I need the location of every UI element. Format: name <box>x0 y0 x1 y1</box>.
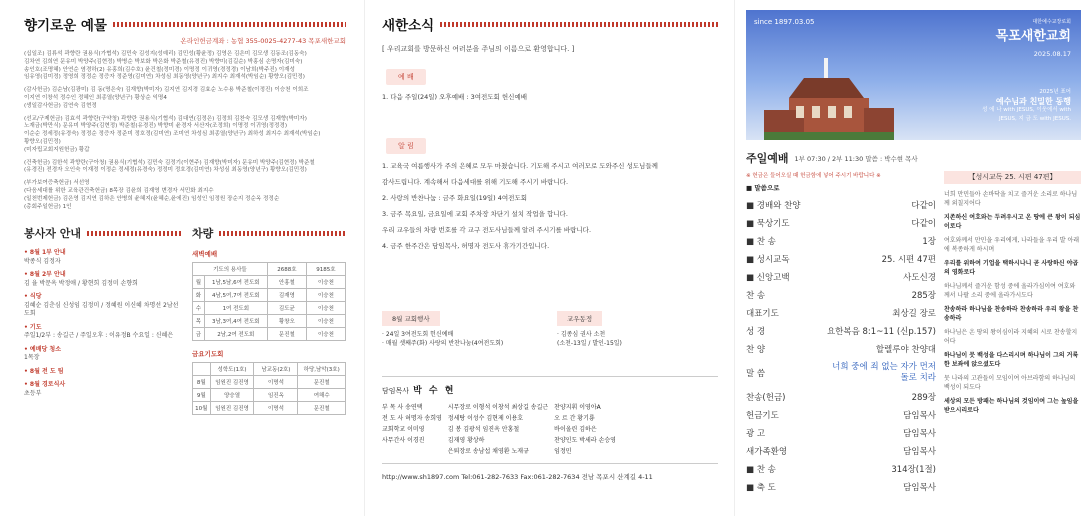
worship-order-name: ■ 성시교독 <box>746 255 790 265</box>
worship-order-value: 할렐루야 찬양대 <box>875 345 936 355</box>
worship-order-value: 다같이 <box>911 201 936 211</box>
table-header-cell <box>193 363 211 376</box>
table-row <box>193 402 346 415</box>
notice-list <box>382 158 718 254</box>
offering-line: (유경진) 전경자 오인숙 이재정 이정순 정세정(유경숙) 정정미 정호경(김미연) 차성심 최동영(양년구) 황향오(김민정) <box>24 167 307 174</box>
volunteer-item <box>24 368 182 377</box>
worship-order-name: 찬 송 <box>746 291 766 301</box>
status-list <box>557 330 718 348</box>
status-item: · 김종심 권사 소천 <box>557 331 606 338</box>
table-header-cell: 성학도(1호) <box>210 363 254 376</box>
volunteer-value: 박종식 김정자 <box>24 257 61 265</box>
staff-line: 김 봉 김광석 임진옥 안홍철 <box>447 426 520 433</box>
table-cell: 1여 전도회 <box>204 302 267 315</box>
table-header-row <box>193 263 346 276</box>
notice-item: 2. 사랑의 반찬나눔 : 금주 화요일(19일) 4여전도회 <box>382 194 528 202</box>
table-cell: 10월 <box>193 402 211 415</box>
event-list <box>382 330 543 348</box>
staff-line: 찬양지휘 이영아A <box>554 404 601 411</box>
worship-order-value: 담임목사 <box>903 483 936 493</box>
worship-order-name: 성 경 <box>746 327 766 337</box>
offering-line: (일천번제헌금) 김은영 김지연 김하은 안병희 윤혜지(윤혜순,윤에진) 임성인 임정원 장순지 정순옥 정정순 <box>24 195 280 202</box>
worship-order-row <box>746 478 936 496</box>
worship-order <box>746 196 936 496</box>
table-header-cell: 기도의 용사들 <box>193 263 268 276</box>
table-cell: 임진옥 <box>254 389 298 402</box>
notice-item: 우리 교우들의 차량 번호를 각 교구 전도사님들께 알려 주시기를 바랍니다. <box>382 226 592 234</box>
offering-line: (건축헌금) 김한석 곽향란(구아청) 권용식(기협석) 김민숙 김정기(이현주) 김재향(박미자) 문유미 박양주(김현정) 박준철 <box>24 159 315 166</box>
offering-account: 온라인헌금계좌 : 농협 355-0025-4277-43 목포새한교회 <box>180 37 346 45</box>
worship-news-item: 1. 다음 주일(24일) 오후예배 : 3여전도회 헌신예배 <box>382 93 528 101</box>
staff-line: 부 목 사 송연택 <box>382 404 423 411</box>
volunteer-value: 1목장 <box>24 354 40 362</box>
bulletin-date: 2025.08.17 <box>1033 50 1071 58</box>
offering-line: (다음세대를 위한 교육관건축헌금) 8목장 김윤희 김재영 변경자 서민화 최지수 <box>24 187 214 194</box>
since-label: since 1897.03.05 <box>754 18 815 26</box>
volunteer-value: 주일1/2부 : 송길근 / 주일오후 : 이유정B 수요일 : 신혜은 <box>24 332 174 340</box>
offering-line: (부가보여증축헌금) 서선영 <box>24 180 90 187</box>
notice-item: 4. 금주 한주간은 담임목사, 허명자 전도사 휴가기간입니다. <box>382 242 550 250</box>
table-cell: 수 <box>193 302 205 315</box>
panel-news <box>368 0 730 516</box>
staff-col-1 <box>382 402 442 457</box>
table-cell: 안홍철 <box>267 276 306 289</box>
worship-order-row <box>746 388 936 406</box>
offering-line: 노재금(박만식) 문유미 박양주(김현정) 박준철(유경진) 박향미 윤경자 서산자(조정희) 이명정 이귀영(정정경) <box>24 123 287 130</box>
vehicle-friday-caption: 금요기도회 <box>192 350 224 359</box>
offering-line: 이순순 정세정(유경숙) 정정순 정증자 정준미 정호정(김미연) 조미연 차성심 최종열(양년구) 최하성 최지수 최재석(박임순) <box>24 131 321 138</box>
notice-item: 1. 교육국 여름행사가 주의 은혜로 모두 마쳤습니다. 기도해 주시고 여러모로 도와주신 성도님들께 <box>382 162 658 170</box>
table-cell: 임원진 김진영 <box>210 376 254 389</box>
worship-title: 주일예배 1부 07:30 / 2부 11:30 말씀 : 박수현 목사 <box>746 152 918 165</box>
table-cell: 김도균 <box>267 302 306 315</box>
table-header-cell: 2688호 <box>267 263 306 276</box>
volunteer-key: • 예배당 청소 <box>24 345 61 353</box>
table-cell: 2남,2여 전도회 <box>204 328 267 341</box>
volunteer-key: • 8월 1부 안내 <box>24 249 66 257</box>
volunteer-item <box>24 381 182 398</box>
notice-item: 감사드립니다. 계속해서 다음세대를 위해 기도해 주시기 바랍니다. <box>382 178 569 186</box>
worship-order-name: ■ 경배와 찬양 <box>746 201 801 211</box>
table-cell: 이승천 <box>306 302 345 315</box>
reading-verse: 하나님이 뭇 백성을 다스리시며 하나님이 그의 거룩한 보좌에 앉으셨도다 <box>944 352 1079 368</box>
worship-order-row <box>746 214 936 232</box>
worship-lead: ■ 말씀으로 <box>746 184 780 192</box>
worship-order-row <box>746 358 936 388</box>
table-cell: 이명석 <box>254 402 298 415</box>
table-cell: 금 <box>193 328 205 341</box>
worship-pill: 예 배 <box>386 69 426 85</box>
offering-line: (미자립교회지원헌금) 황갑 <box>24 146 90 153</box>
offering-line: 송인호(조명혜) 안연순 염경하(2) 유홍희(김수호) 윤건철(정미경) 이명정 이귀영(경정경) 이남희(박주진) 이재성 <box>24 66 295 73</box>
status-pill: 교우동정 <box>557 311 602 326</box>
worship-order-value: 285장 <box>911 291 936 301</box>
friday-vehicle-table <box>192 362 346 415</box>
reading-verse: 우리를 위하여 기업을 택하시나니 곧 사랑하신 야곱의 영화로다 <box>944 260 1079 276</box>
worship-order-value: 너희 중에 죄 없는 자가 먼저 돌로 치라 <box>832 362 936 383</box>
volunteer-item <box>24 293 182 319</box>
worship-order-value: 최상길 장로 <box>892 309 936 319</box>
notice-item: 3. 금주 목요일, 금요일에 교회 주차장 차단기 설치 작업을 합니다. <box>382 210 568 218</box>
worship-order-value: 289장 <box>911 393 936 403</box>
volunteer-item <box>24 271 182 288</box>
table-cell: 화 <box>193 289 205 302</box>
offering-line: 이지연 이창석 정수인 정혜인 최종열(양년구) 황상순 익명4 <box>24 94 167 101</box>
staff-line: 바이올린 김하은 <box>554 426 597 433</box>
worship-order-name: 헌금기도 <box>746 411 779 421</box>
church-name: 대한예수교장로회 목포새한교회 <box>995 19 1071 44</box>
staff-line: 전 도 사 허명자 송희영 <box>382 415 442 422</box>
table-header-cell: 하당,남악(3호) <box>298 363 346 376</box>
worship-order-row <box>746 286 936 304</box>
table-cell: 임원진 김진영 <box>210 402 254 415</box>
worship-order-value: 담임목사 <box>903 411 936 421</box>
worship-order-value: 사도신경 <box>903 273 936 283</box>
worship-order-row <box>746 442 936 460</box>
worship-order-name: 대표기도 <box>746 309 779 319</box>
table-header-cell: 남교동(2호) <box>254 363 298 376</box>
reading-verse: 찬송하라 하나님을 찬송하라 찬송하라 우리 왕을 찬송하라 <box>944 306 1079 322</box>
panel-offering <box>0 0 360 516</box>
table-cell: 이승천 <box>306 328 345 341</box>
footer-contact: http://www.sh1897.com Tel:061-282-7633 Fax:061-282-7634 전남 목포시 산계길 4-11 <box>382 473 653 481</box>
offering-line: (선교/구제헌금) 김효석 곽향란(구약청) 곽향란 권용식(기협석) 김대연(김정은) 김정희 김찬숙 김모생 김재향(박미자) <box>24 115 307 122</box>
offering-line: 김차연 김희연 문유미 박양주(김현정) 박병순 박보화 박은화 박준철(유경진) 박향미(김길순) 박홍심 손명자(김미숙) <box>24 58 303 65</box>
cover-theme: 2025년 표어 예수님과 친밀한 동행 성 에 나 with JESUS, 이웃에서 with JESUS, 지 금 도 with JESUS. <box>982 89 1071 122</box>
staff-line: 임정민 <box>554 448 572 455</box>
table-cell: 목 <box>193 315 205 328</box>
worship-order-name: ■ 신앙고백 <box>746 273 790 283</box>
worship-order-name: 찬 양 <box>746 345 766 355</box>
volunteer-key: • 식당 <box>24 293 42 301</box>
worship-order-row <box>746 268 936 286</box>
volunteer-item <box>24 346 182 363</box>
vehicle-title: 차량 <box>192 225 346 241</box>
staff-line: 정세탕 이성수 김현제 이용호 <box>447 415 524 422</box>
staff-line: 찬양인도 박세라 손승영 <box>554 437 616 444</box>
table-cell: 4남,5여,7여 전도회 <box>204 289 267 302</box>
table-header-row <box>193 363 346 376</box>
table-cell: 이명석 <box>254 376 298 389</box>
worship-order-name: ■ 축 도 <box>746 483 776 493</box>
table-cell: 월 <box>193 276 205 289</box>
volunteer-key: • 8월 경로식사 <box>24 381 66 389</box>
worship-order-value: 314장(1절) <box>891 465 936 475</box>
offering-line: 황향오(김민정) <box>24 138 61 145</box>
staff-line: 오 르 간 황기룡 <box>554 415 595 422</box>
reading-verse: 하나님께서 즐거운 함성 중에 올라가심이여 여호와께서 나팔 소리 중에 올라가시도다 <box>944 283 1076 299</box>
table-row <box>193 276 346 289</box>
worship-news-list <box>382 89 718 105</box>
staff-line: 은퇴장로 송남섭 채영환 노재규 <box>447 448 529 455</box>
worship-order-name: 새가족환영 <box>746 447 788 457</box>
volunteer-value: 김혜순 김춘심 신성임 김정미 / 정혜원 이신혜 차명선 2남선도회 <box>24 301 179 318</box>
worship-order-name: ■ 찬 송 <box>746 465 776 475</box>
table-row <box>193 302 346 315</box>
table-cell: 문진철 <box>298 376 346 389</box>
worship-order-row <box>746 340 936 358</box>
reading-verse: 너희 만민들아 손바닥을 치고 즐거운 소리로 하나님께 외칠지어다 <box>944 191 1078 207</box>
table-cell: 이승천 <box>306 276 345 289</box>
table-cell: 1남,5남,6여 전도회 <box>204 276 267 289</box>
reading-verse: 지존하신 여호와는 두려우시고 온 땅에 큰 왕이 되심이로다 <box>944 214 1081 230</box>
worship-order-row <box>746 250 936 268</box>
worship-order-name: 찬송(헌금) <box>746 393 786 403</box>
reading-verse: 여호와께서 만민을 우리에게, 나라들을 우리 발 아래에 복종하게 하시며 <box>944 237 1080 253</box>
worship-order-row <box>746 196 936 214</box>
worship-order-row <box>746 232 936 250</box>
worship-order-row <box>746 460 936 478</box>
staff-col-2 <box>448 402 548 457</box>
staff-col-3 <box>554 402 616 457</box>
worship-order-value: 다같이 <box>911 219 936 229</box>
staff-line: 시무장로 이형석 이창석 최상길 송길근 <box>447 404 549 411</box>
cover-image <box>746 10 1081 140</box>
offering-line: 임유영(김미정) 정영희 정정순 정증자 정준영(김미연) 차성심 최동영(양년구) 최지수 최재석(박임순) 황향오(김민정) <box>24 74 305 81</box>
table-header-cell: 9185호 <box>306 263 345 276</box>
worship-order-row <box>746 406 936 424</box>
offering-line: (십일조) 김류석 곽향란 권용식(가협석) 김민숙 김성지(성예리) 김민성(황윤정) 김영은 김은미 김모생 김동조(김동숙) <box>24 51 307 57</box>
worship-order-name: ■ 묵상기도 <box>746 219 790 229</box>
worship-order-row <box>746 322 936 340</box>
staff-line: 교회학교 이미영 <box>382 426 425 433</box>
worship-order-name: 광 고 <box>746 429 766 439</box>
staff-line: 사무간사 이경진 <box>382 437 425 444</box>
event-item: · 매월 셋째주(화) 사랑의 반찬나눔(4여전도회) <box>382 340 504 347</box>
vehicle-dawn-caption: 새벽예배 <box>192 250 218 259</box>
notice-pill: 알 림 <box>386 138 426 154</box>
table-row <box>193 389 346 402</box>
worship-order-row <box>746 304 936 322</box>
table-cell: 문진철 <box>267 328 306 341</box>
worship-order-value: 25. 시편 47편 <box>881 255 936 265</box>
volunteer-list <box>24 249 182 398</box>
event-item: · 24일 3여전도회 헌신예배 <box>382 331 454 338</box>
worship-order-name: ■ 찬 송 <box>746 237 776 247</box>
table-cell: 9월 <box>193 389 211 402</box>
table-cell: 문진철 <box>298 402 346 415</box>
reading-verse: 세상의 모든 방패는 하나님의 것임이여 그는 높임을 받으시리로다 <box>944 398 1079 414</box>
volunteer-key: • 기도 <box>24 323 42 331</box>
volunteer-key: • 8월 2부 안내 <box>24 271 66 279</box>
panel-worship <box>738 0 1091 516</box>
offering-list <box>24 51 346 211</box>
event-pill: 8월 교회행사 <box>382 311 440 326</box>
reading-verse: 하나님은 온 땅의 왕이심이라 지혜의 시로 찬송할지어다 <box>944 329 1078 345</box>
dawn-vehicle-table <box>192 262 346 341</box>
volunteers-title: 봉사자 안내 <box>24 225 182 241</box>
volunteer-item <box>24 249 182 266</box>
offering-line: (총회주일헌금) 1인 <box>24 203 72 210</box>
table-cell: 이승천 <box>306 289 345 302</box>
table-cell: 이승천 <box>306 315 345 328</box>
worship-order-value: 담임목사 <box>903 429 936 439</box>
worship-order-name: 말 씀 <box>746 369 766 379</box>
table-cell: 8월 <box>193 376 211 389</box>
staff-line: 김재영 황상하 <box>447 437 485 444</box>
table-row <box>193 328 346 341</box>
responsive-reading: 【성시교독 25. 시편 47편】 너희 만민들아 손바닥을 치고 즐거운 소리로 하나님께 외칠지어다 지존하신 여호와는 두려우시고 온 땅에 큰 왕이 되심이로다 여호와께서 만민을 우리에게, 나라들을 우리 발 아래에 복종하게 하시며 우리를 위하여 기업을 택하시나니 곧 사랑하신 야곱의 영화로다 하나님께서 즐거운 함성 중에 올라가심이여 여호와께서 나팔 소리 중에 올라가시도다 찬송하라 하나님을 찬송하라 찬송하라 우리 왕을 찬송하라 하나님은 온 땅의 왕이심이라 지혜의 시로 찬송할지어다 하나님이 뭇 백성을 다스리시며 하나님이 그의 거룩한 보좌에 앉으셨도다 뭇 나라의 고관들이 모임이여 아브라함의 하나님의 백성이 되도다 세상의 모든 방패는 하나님의 것임이여 그는 높임을 받으시리로다 <box>944 173 1081 414</box>
offering-note: ※ 헌금은 들어오실 때 헌금함에 넣어 주시기 바랍니다 ※ <box>746 173 881 179</box>
volunteer-item <box>24 324 182 341</box>
table-row <box>193 289 346 302</box>
pastor-line: 담임목사 박 수 현 <box>382 386 456 396</box>
table-cell: 황창오 <box>267 315 306 328</box>
worship-order-value: 1장 <box>922 237 936 247</box>
worship-order-row <box>746 424 936 442</box>
offering-line: (생일감사헌금) 김연숙 김현정 <box>24 102 97 109</box>
volunteer-value: 초등부 <box>24 389 42 397</box>
table-cell: 여해수 <box>298 389 346 402</box>
staff-box <box>382 376 718 464</box>
table-cell: 3남,3여,4여 전도회 <box>204 315 267 328</box>
worship-order-value: 담임목사 <box>903 447 936 457</box>
church-building-icon <box>764 58 894 140</box>
table-cell: 양승열 <box>210 389 254 402</box>
volunteer-value: 김 율 박문옥 박정애 / 황현희 김정미 손향희 <box>24 279 138 287</box>
table-cell: 김재영 <box>267 289 306 302</box>
offering-title: 향기로운 예물 <box>24 14 346 34</box>
table-row <box>193 315 346 328</box>
worship-order-value: 요한복음 8:1~11 (신p.157) <box>826 327 936 337</box>
status-item: (소천-13일 / 발인-15일) <box>557 340 622 347</box>
table-row <box>193 376 346 389</box>
offering-line: (감사헌금) 김순남(김광미) 김 동(명은숙) 김재향(박미자) 김지연 김지경 김효순 노수용 박준철(이정진) 이승천 이희조 <box>24 87 309 94</box>
volunteer-key: • 8월 전 도 팀 <box>24 367 64 375</box>
reading-verse: 뭇 나라의 고관들이 모임이여 아브라함의 하나님의 백성이 되도다 <box>944 375 1076 391</box>
welcome-text: [ 우리교회를 방문하신 여러분을 주님의 이름으로 환영합니다. ] <box>382 45 575 53</box>
news-title: 새한소식 <box>382 14 718 34</box>
